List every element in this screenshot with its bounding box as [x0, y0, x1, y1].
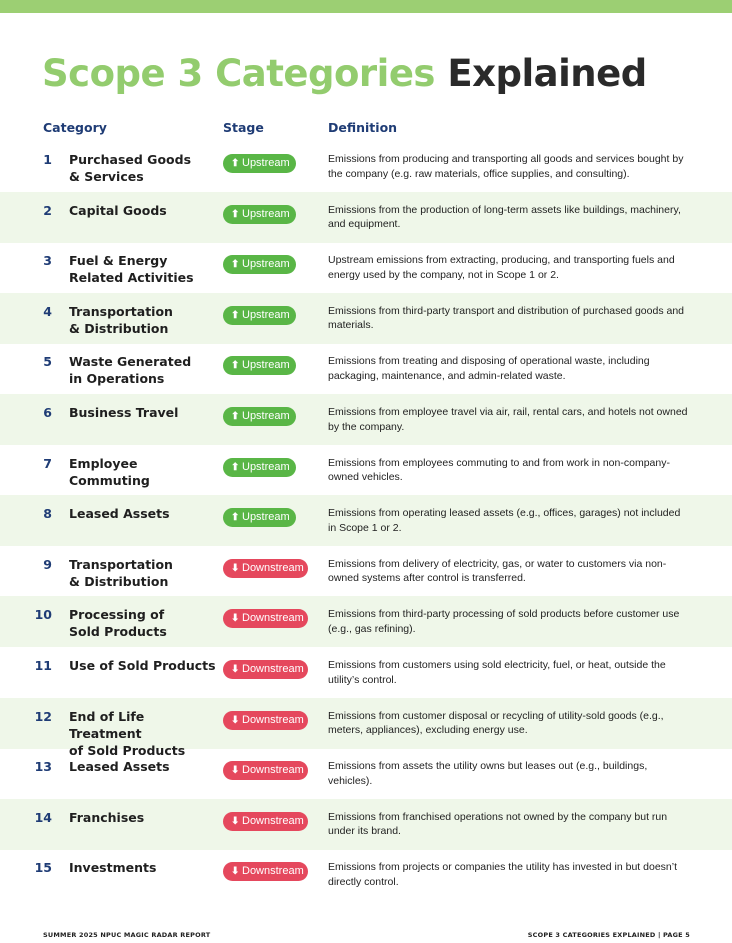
category-name-line-2: of Sold Products: [69, 742, 186, 758]
category-name-line-1: End of Life Treatment: [69, 708, 145, 741]
category-definition: Emissions from treating and disposing of operational waste, including packaging, maintenance, and admin-related waste.: [328, 355, 650, 382]
stage-label: Upstream: [242, 207, 290, 220]
arrow-up-icon: ⬆: [231, 309, 240, 321]
category-name-line-2: Related Activities: [69, 270, 194, 286]
stage-label: Downstream: [242, 612, 304, 625]
stage-badge-upstream: [223, 356, 296, 375]
category-name-line-1: Fuel & Energy: [69, 253, 168, 269]
category-name-line-1: Purchased Goods: [69, 152, 192, 167]
footer-report-name: SUMMER 2025 NPUC MAGIC RADAR REPORT: [43, 931, 211, 939]
category-definition: Upstream emissions from extracting, producing, and transporting fuels and energy used by the company, not in Scope 1 or 2.: [328, 254, 675, 281]
page-title-rest: Explained: [447, 52, 647, 95]
table-row: [0, 748, 732, 799]
category-number: 4: [43, 303, 52, 319]
arrow-down-icon: ⬇: [231, 664, 240, 675]
category-name: [69, 353, 219, 387]
stage-label: Downstream: [242, 713, 304, 726]
arrow-down-icon: ⬇: [231, 765, 240, 777]
arrow-up-icon: ⬆: [231, 158, 240, 169]
category-number: 7: [43, 455, 52, 471]
category-definition: Emissions from franchised operations not owned by the company but run under its brand.: [328, 810, 668, 838]
category-name: [69, 151, 219, 185]
table-row: [0, 394, 732, 445]
table-row: [0, 192, 732, 243]
stage-badge-downstream: [223, 812, 308, 831]
stage-label: Upstream: [242, 308, 290, 321]
category-definition: Emissions from projects or companies the utility has invested in but doesn’t directly control.: [328, 861, 677, 888]
category-name-line-2: & Distribution: [69, 320, 169, 336]
category-definition: Emissions from customer disposal or recycling of utility-sold goods (e.g., meters, appliances), excluding energy use.: [328, 709, 664, 737]
category-number: 10: [34, 607, 52, 623]
stage-label: Upstream: [242, 460, 290, 473]
stage-label: Upstream: [242, 410, 290, 422]
category-name-line-1: Employee Commuting: [69, 455, 150, 488]
stage-label: Downstream: [242, 814, 304, 827]
page-title: [42, 52, 647, 95]
stage-badge-downstream: [223, 711, 308, 730]
stage-badge-upstream: [223, 458, 296, 477]
stage-badge-upstream: [223, 205, 296, 224]
category-name: [69, 809, 219, 826]
table-row: [0, 343, 732, 394]
stage-badge-upstream: [223, 154, 296, 173]
category-definition: Emissions from customers using sold electricity, fuel, or heat, outside the utility’s control.: [328, 659, 666, 686]
category-name: [69, 657, 219, 674]
category-definition: Emissions from employee travel via air, rail, rental cars, and hotels not owned by the company.: [328, 406, 688, 433]
category-definition: Emissions from third-party processing of sold products before customer use (e.g., gas refining).: [328, 608, 680, 635]
category-name: [69, 252, 219, 286]
category-name: [69, 859, 219, 876]
table-row: [0, 546, 732, 597]
table-row: [0, 293, 732, 344]
category-name-line-1: Processing of: [69, 607, 165, 623]
category-name-line-1: Franchises: [69, 809, 145, 825]
column-header-definition: Definition: [328, 120, 398, 135]
category-number: 12: [34, 708, 52, 724]
arrow-down-icon: ⬇: [231, 815, 240, 827]
category-name-line-1: Leased Assets: [69, 506, 170, 522]
category-number: 1: [43, 152, 52, 167]
category-number: 2: [43, 202, 52, 218]
table-row: [0, 445, 732, 496]
category-name-line-2: & Services: [69, 169, 144, 184]
table-row: [0, 849, 732, 900]
arrow-up-icon: ⬆: [231, 461, 240, 473]
category-number: 6: [43, 405, 52, 420]
stage-label: Upstream: [242, 258, 290, 271]
table-row: [0, 647, 732, 698]
category-name-line-2: in Operations: [69, 371, 165, 387]
stage-badge-downstream: [223, 761, 308, 780]
category-name-line-1: Business Travel: [69, 405, 179, 420]
category-number: 13: [34, 759, 52, 775]
stage-label: Upstream: [242, 511, 290, 524]
category-name-line-1: Leased Assets: [69, 759, 170, 775]
category-name: [69, 556, 219, 590]
table-row: [0, 495, 732, 546]
category-name-line-1: Use of Sold Products: [69, 658, 216, 673]
table-row: [0, 596, 732, 647]
arrow-down-icon: ⬇: [231, 866, 240, 878]
category-name-line-1: Capital Goods: [69, 202, 167, 218]
table-row: [0, 141, 732, 192]
category-definition: Emissions from delivery of electricity, gas, or water to customers via non-owned systems after control is transferred.: [328, 557, 667, 585]
category-name: [69, 455, 219, 489]
category-name-line-2: Sold Products: [69, 624, 167, 640]
stage-badge-downstream: [223, 660, 308, 679]
category-definition: Emissions from producing and transporting all goods and services bought by the company (e.g. raw materials, office supplies, and consulting).: [328, 153, 684, 180]
category-name-line-1: Transportation: [69, 303, 173, 319]
category-definition: Emissions from operating leased assets (e.g., offices, garages) not included in Scope 1 or 2.: [328, 507, 681, 534]
category-name: [69, 758, 219, 775]
stage-label: Upstream: [242, 157, 290, 169]
category-name: [69, 505, 219, 522]
stage-label: Downstream: [242, 865, 304, 878]
arrow-up-icon: ⬆: [231, 208, 240, 220]
category-name-line-1: Investments: [69, 860, 157, 876]
stage-badge-downstream: [223, 609, 308, 628]
category-name: [69, 404, 219, 421]
stage-badge-upstream: [223, 306, 296, 325]
arrow-down-icon: ⬇: [231, 613, 240, 625]
category-name: [69, 303, 219, 337]
table-row: [0, 698, 732, 758]
column-header-stage: Stage: [223, 120, 264, 135]
stage-label: Downstream: [242, 764, 304, 777]
stage-label: Downstream: [242, 663, 304, 675]
table-row: [0, 799, 732, 850]
arrow-up-icon: ⬆: [231, 512, 240, 524]
footer-page-label: SCOPE 3 CATEGORIES EXPLAINED | PAGE 5: [527, 931, 690, 939]
category-number: 9: [43, 556, 52, 572]
category-name-line-1: Waste Generated: [69, 354, 192, 370]
category-name: [69, 202, 219, 219]
stage-label: Downstream: [242, 561, 304, 574]
arrow-up-icon: ⬆: [231, 360, 240, 372]
column-header-category: Category: [43, 120, 107, 135]
arrow-up-icon: ⬆: [231, 259, 240, 271]
stage-badge-upstream: [223, 407, 296, 426]
top-accent-bar: [0, 0, 732, 13]
category-number: 3: [43, 253, 52, 269]
category-name-line-2: & Distribution: [69, 573, 169, 589]
category-definition: Emissions from employees commuting to and from work in non-company-owned vehicles.: [328, 456, 670, 484]
stage-badge-upstream: [223, 508, 296, 527]
stage-label: Upstream: [242, 359, 290, 372]
arrow-down-icon: ⬇: [231, 714, 240, 726]
arrow-down-icon: ⬇: [231, 562, 240, 574]
page-title-highlight: Scope 3 Categories: [42, 52, 435, 95]
category-number: 11: [34, 658, 52, 673]
arrow-up-icon: ⬆: [231, 411, 240, 422]
stage-badge-upstream: [223, 255, 296, 274]
table-row: [0, 242, 732, 293]
category-name-line-1: Transportation: [69, 556, 173, 572]
stage-badge-downstream: [223, 862, 308, 881]
category-number: 14: [34, 809, 52, 825]
category-number: 5: [43, 354, 52, 370]
category-definition: Emissions from the production of long-term assets like buildings, machinery, and equipment.: [328, 203, 681, 231]
category-name: [69, 606, 219, 640]
category-number: 15: [34, 860, 52, 876]
category-number: 8: [43, 506, 52, 522]
stage-badge-downstream: [223, 559, 308, 578]
category-definition: Emissions from third-party transport and distribution of purchased goods and materials.: [328, 304, 685, 332]
category-definition: Emissions from assets the utility owns but leases out (e.g., buildings, vehicles).: [328, 760, 648, 787]
